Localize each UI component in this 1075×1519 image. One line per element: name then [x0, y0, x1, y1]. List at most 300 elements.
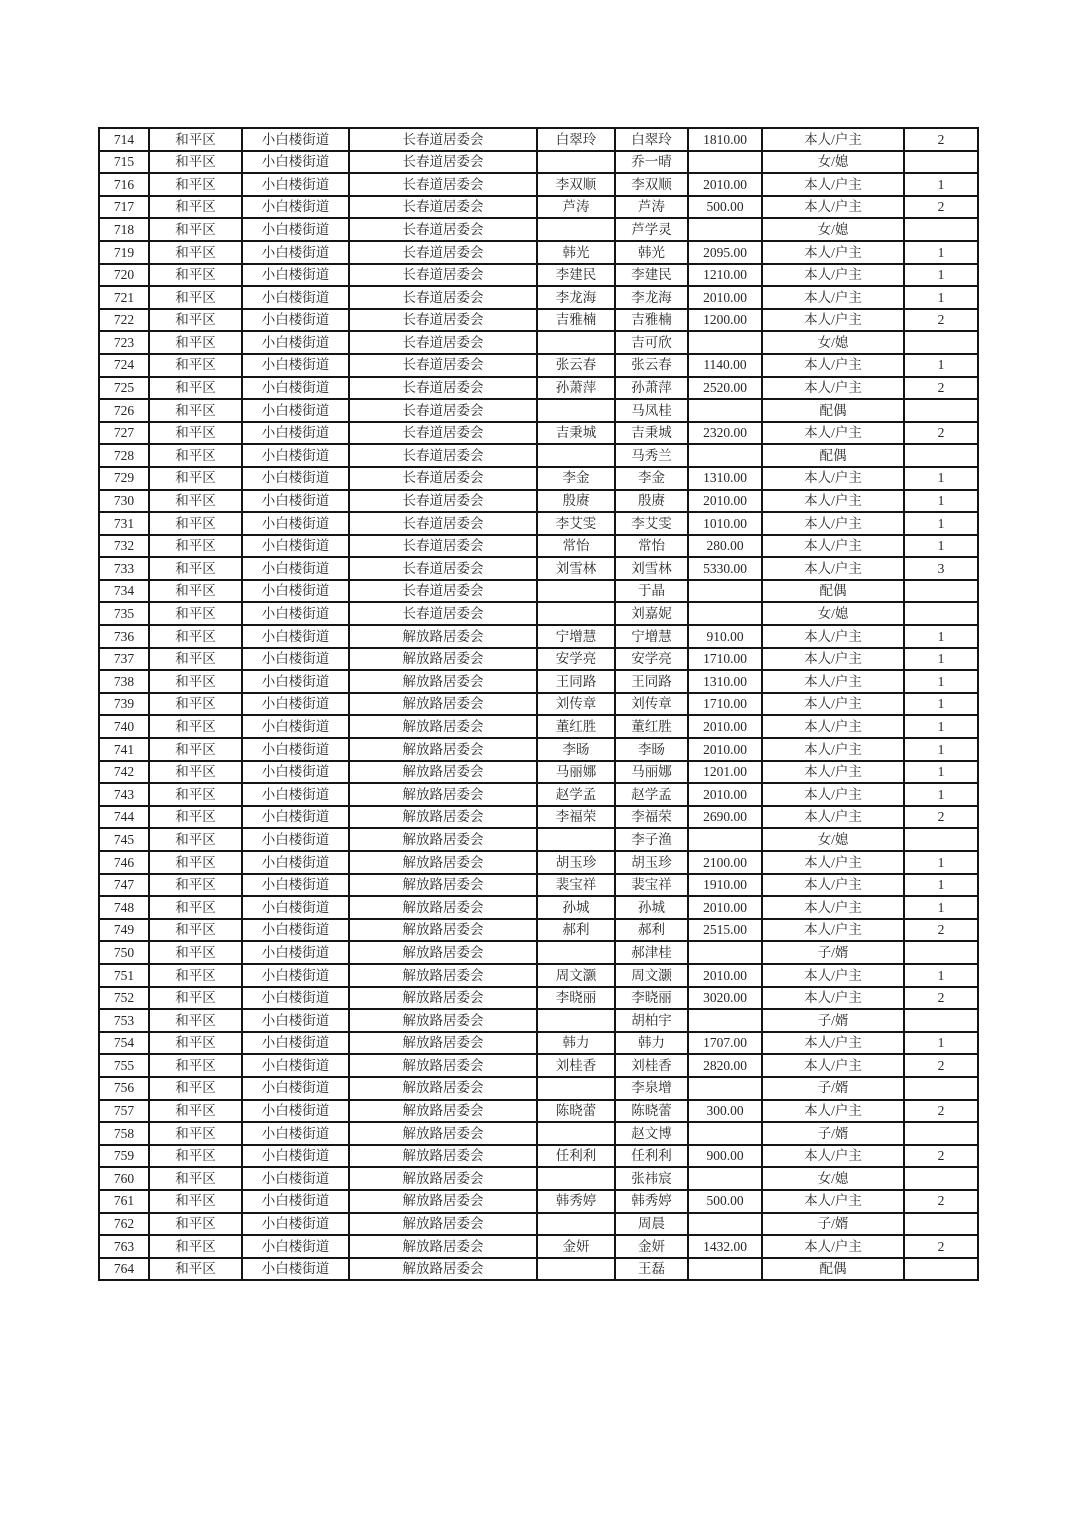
cell-applicant-name: 李艾雯: [537, 512, 615, 535]
table-row: [99, 377, 978, 400]
table-row: [99, 128, 978, 151]
cell-relation: 子/婿: [762, 1122, 904, 1145]
cell-district: 和平区: [149, 218, 242, 241]
cell-row-no: 727: [99, 422, 149, 445]
cell-amount: 1910.00: [688, 874, 762, 897]
cell-district: 和平区: [149, 196, 242, 219]
cell-relation: 本人/户主: [762, 1100, 904, 1123]
table-row: [99, 919, 978, 942]
cell-member-name: 马丽娜: [615, 761, 688, 784]
cell-row-no: 750: [99, 941, 149, 964]
cell-street: 小白楼街道: [242, 1167, 349, 1190]
cell-member-name: 孙萧萍: [615, 377, 688, 400]
cell-street: 小白楼街道: [242, 738, 349, 761]
table-row: [99, 806, 978, 829]
cell-amount: 2010.00: [688, 964, 762, 987]
cell-amount: 2010.00: [688, 490, 762, 513]
cell-row-no: 746: [99, 851, 149, 874]
cell-district: 和平区: [149, 1077, 242, 1100]
cell-row-no: 725: [99, 377, 149, 400]
cell-row-no: 733: [99, 557, 149, 580]
table-row: [99, 422, 978, 445]
cell-amount: [688, 602, 762, 625]
cell-street: 小白楼街道: [242, 467, 349, 490]
cell-street: 小白楼街道: [242, 1145, 349, 1168]
cell-district: 和平区: [149, 941, 242, 964]
cell-row-no: 758: [99, 1122, 149, 1145]
cell-household-count: 1: [904, 715, 978, 738]
cell-district: 和平区: [149, 264, 242, 287]
cell-member-name: 芦学灵: [615, 218, 688, 241]
cell-street: 小白楼街道: [242, 1122, 349, 1145]
cell-amount: 1710.00: [688, 693, 762, 716]
cell-household-count: [904, 1167, 978, 1190]
cell-district: 和平区: [149, 806, 242, 829]
cell-street: 小白楼街道: [242, 715, 349, 738]
cell-district: 和平区: [149, 625, 242, 648]
cell-applicant-name: 陈晓蕾: [537, 1100, 615, 1123]
cell-district: 和平区: [149, 1032, 242, 1055]
cell-household-count: 1: [904, 761, 978, 784]
cell-committee: 长春道居委会: [349, 512, 537, 535]
cell-amount: [688, 580, 762, 603]
cell-district: 和平区: [149, 467, 242, 490]
cell-member-name: 李艾雯: [615, 512, 688, 535]
table-row: [99, 1009, 978, 1032]
cell-street: 小白楼街道: [242, 783, 349, 806]
cell-street: 小白楼街道: [242, 806, 349, 829]
cell-member-name: 赵文博: [615, 1122, 688, 1145]
cell-street: 小白楼街道: [242, 151, 349, 174]
table-row: [99, 1100, 978, 1123]
cell-committee: 解放路居委会: [349, 806, 537, 829]
cell-relation: 本人/户主: [762, 173, 904, 196]
cell-district: 和平区: [149, 896, 242, 919]
cell-relation: 女/媳: [762, 331, 904, 354]
cell-committee: 解放路居委会: [349, 1032, 537, 1055]
cell-household-count: 2: [904, 1145, 978, 1168]
table-row: [99, 196, 978, 219]
cell-member-name: 李晓丽: [615, 987, 688, 1010]
cell-household-count: [904, 1077, 978, 1100]
cell-committee: 解放路居委会: [349, 1077, 537, 1100]
cell-household-count: 1: [904, 264, 978, 287]
cell-street: 小白楼街道: [242, 896, 349, 919]
cell-district: 和平区: [149, 490, 242, 513]
cell-household-count: 1: [904, 512, 978, 535]
cell-row-no: 738: [99, 670, 149, 693]
cell-committee: 解放路居委会: [349, 919, 537, 942]
cell-row-no: 763: [99, 1235, 149, 1258]
cell-district: 和平区: [149, 1100, 242, 1123]
cell-row-no: 728: [99, 444, 149, 467]
cell-district: 和平区: [149, 377, 242, 400]
cell-member-name: 张云春: [615, 354, 688, 377]
cell-applicant-name: 李建民: [537, 264, 615, 287]
cell-relation: 本人/户主: [762, 512, 904, 535]
cell-applicant-name: 白翠玲: [537, 128, 615, 151]
cell-street: 小白楼街道: [242, 964, 349, 987]
cell-amount: 2010.00: [688, 286, 762, 309]
table-row: [99, 309, 978, 332]
cell-district: 和平区: [149, 783, 242, 806]
cell-row-no: 753: [99, 1009, 149, 1032]
table-row: [99, 490, 978, 513]
cell-row-no: 717: [99, 196, 149, 219]
table-row: [99, 738, 978, 761]
cell-street: 小白楼街道: [242, 444, 349, 467]
cell-committee: 解放路居委会: [349, 1167, 537, 1190]
cell-member-name: 裴宝祥: [615, 874, 688, 897]
cell-district: 和平区: [149, 1213, 242, 1236]
cell-row-no: 732: [99, 535, 149, 558]
cell-row-no: 748: [99, 896, 149, 919]
cell-committee: 长春道居委会: [349, 151, 537, 174]
cell-member-name: 李泉增: [615, 1077, 688, 1100]
table-row: [99, 1235, 978, 1258]
cell-household-count: 1: [904, 648, 978, 671]
cell-street: 小白楼街道: [242, 1032, 349, 1055]
table-row: [99, 512, 978, 535]
cell-row-no: 734: [99, 580, 149, 603]
cell-relation: 本人/户主: [762, 377, 904, 400]
cell-amount: [688, 828, 762, 851]
cell-district: 和平区: [149, 1235, 242, 1258]
cell-street: 小白楼街道: [242, 399, 349, 422]
cell-street: 小白楼街道: [242, 1190, 349, 1213]
cell-row-no: 751: [99, 964, 149, 987]
cell-household-count: [904, 1213, 978, 1236]
cell-row-no: 754: [99, 1032, 149, 1055]
cell-street: 小白楼街道: [242, 761, 349, 784]
cell-committee: 解放路居委会: [349, 874, 537, 897]
cell-row-no: 729: [99, 467, 149, 490]
cell-relation: 本人/户主: [762, 851, 904, 874]
cell-applicant-name: 任利利: [537, 1145, 615, 1168]
cell-relation: 本人/户主: [762, 264, 904, 287]
cell-applicant-name: 裴宝祥: [537, 874, 615, 897]
cell-amount: 1140.00: [688, 354, 762, 377]
cell-district: 和平区: [149, 828, 242, 851]
cell-district: 和平区: [149, 399, 242, 422]
cell-member-name: 白翠玲: [615, 128, 688, 151]
table-row: [99, 693, 978, 716]
cell-amount: 1010.00: [688, 512, 762, 535]
table-row: [99, 602, 978, 625]
cell-applicant-name: [537, 331, 615, 354]
cell-household-count: 2: [904, 1100, 978, 1123]
cell-street: 小白楼街道: [242, 987, 349, 1010]
cell-committee: 长春道居委会: [349, 331, 537, 354]
cell-amount: 2690.00: [688, 806, 762, 829]
cell-applicant-name: [537, 941, 615, 964]
cell-committee: 长春道居委会: [349, 218, 537, 241]
cell-household-count: 2: [904, 377, 978, 400]
cell-household-count: 2: [904, 128, 978, 151]
cell-amount: 5330.00: [688, 557, 762, 580]
cell-amount: [688, 1213, 762, 1236]
cell-household-count: 1: [904, 173, 978, 196]
cell-committee: 解放路居委会: [349, 693, 537, 716]
cell-member-name: 周晨: [615, 1213, 688, 1236]
cell-member-name: 王磊: [615, 1258, 688, 1281]
cell-member-name: 郝利: [615, 919, 688, 942]
cell-applicant-name: 刘雪林: [537, 557, 615, 580]
cell-row-no: 755: [99, 1054, 149, 1077]
table-row: [99, 1145, 978, 1168]
cell-relation: 本人/户主: [762, 490, 904, 513]
cell-street: 小白楼街道: [242, 1077, 349, 1100]
cell-street: 小白楼街道: [242, 828, 349, 851]
cell-district: 和平区: [149, 354, 242, 377]
cell-household-count: 2: [904, 309, 978, 332]
table-row: [99, 896, 978, 919]
cell-member-name: 任利利: [615, 1145, 688, 1168]
cell-committee: 解放路居委会: [349, 896, 537, 919]
table-row: [99, 941, 978, 964]
cell-amount: [688, 1122, 762, 1145]
cell-committee: 解放路居委会: [349, 783, 537, 806]
table-row: [99, 444, 978, 467]
cell-member-name: 韩力: [615, 1032, 688, 1055]
cell-relation: 本人/户主: [762, 693, 904, 716]
cell-street: 小白楼街道: [242, 919, 349, 942]
cell-district: 和平区: [149, 1145, 242, 1168]
cell-street: 小白楼街道: [242, 1235, 349, 1258]
cell-applicant-name: 张云春: [537, 354, 615, 377]
cell-applicant-name: 李双顺: [537, 173, 615, 196]
cell-row-no: 719: [99, 241, 149, 264]
cell-row-no: 724: [99, 354, 149, 377]
cell-district: 和平区: [149, 422, 242, 445]
cell-district: 和平区: [149, 512, 242, 535]
cell-relation: 本人/户主: [762, 1190, 904, 1213]
cell-member-name: 李双顺: [615, 173, 688, 196]
cell-district: 和平区: [149, 535, 242, 558]
table-row: [99, 264, 978, 287]
cell-applicant-name: 李旸: [537, 738, 615, 761]
cell-committee: 长春道居委会: [349, 196, 537, 219]
cell-amount: [688, 1009, 762, 1032]
cell-amount: 1432.00: [688, 1235, 762, 1258]
cell-committee: 解放路居委会: [349, 941, 537, 964]
table-row: [99, 648, 978, 671]
cell-amount: 2095.00: [688, 241, 762, 264]
cell-amount: [688, 444, 762, 467]
cell-amount: 1707.00: [688, 1032, 762, 1055]
cell-household-count: 2: [904, 1235, 978, 1258]
cell-committee: 解放路居委会: [349, 761, 537, 784]
cell-committee: 长春道居委会: [349, 354, 537, 377]
cell-district: 和平区: [149, 761, 242, 784]
cell-member-name: 马凤桂: [615, 399, 688, 422]
cell-row-no: 756: [99, 1077, 149, 1100]
cell-amount: 2010.00: [688, 896, 762, 919]
cell-member-name: 吉雅楠: [615, 309, 688, 332]
cell-district: 和平区: [149, 1122, 242, 1145]
cell-committee: 解放路居委会: [349, 987, 537, 1010]
cell-committee: 长春道居委会: [349, 399, 537, 422]
cell-amount: 2520.00: [688, 377, 762, 400]
cell-member-name: 吉秉城: [615, 422, 688, 445]
cell-street: 小白楼街道: [242, 693, 349, 716]
cell-member-name: 周文灏: [615, 964, 688, 987]
cell-district: 和平区: [149, 738, 242, 761]
cell-household-count: [904, 1258, 978, 1281]
cell-applicant-name: [537, 580, 615, 603]
cell-committee: 长春道居委会: [349, 580, 537, 603]
cell-relation: 本人/户主: [762, 128, 904, 151]
cell-district: 和平区: [149, 602, 242, 625]
cell-district: 和平区: [149, 1009, 242, 1032]
table-row: [99, 851, 978, 874]
cell-applicant-name: [537, 444, 615, 467]
cell-relation: 配偶: [762, 399, 904, 422]
cell-applicant-name: 韩秀婷: [537, 1190, 615, 1213]
cell-amount: [688, 151, 762, 174]
cell-committee: 解放路居委会: [349, 738, 537, 761]
cell-amount: 1210.00: [688, 264, 762, 287]
cell-row-no: 761: [99, 1190, 149, 1213]
cell-applicant-name: 胡玉珍: [537, 851, 615, 874]
cell-relation: 女/媳: [762, 1167, 904, 1190]
cell-row-no: 716: [99, 173, 149, 196]
cell-member-name: 吉可欣: [615, 331, 688, 354]
cell-household-count: 1: [904, 625, 978, 648]
cell-district: 和平区: [149, 1258, 242, 1281]
cell-household-count: 1: [904, 738, 978, 761]
cell-amount: [688, 1077, 762, 1100]
cell-committee: 解放路居委会: [349, 1145, 537, 1168]
table-row: [99, 535, 978, 558]
cell-street: 小白楼街道: [242, 264, 349, 287]
cell-applicant-name: 孙萧萍: [537, 377, 615, 400]
cell-member-name: 芦涛: [615, 196, 688, 219]
cell-relation: 女/媳: [762, 602, 904, 625]
cell-relation: 配偶: [762, 1258, 904, 1281]
cell-household-count: 2: [904, 919, 978, 942]
cell-relation: 本人/户主: [762, 896, 904, 919]
cell-row-no: 720: [99, 264, 149, 287]
cell-relation: 本人/户主: [762, 761, 904, 784]
cell-household-count: [904, 1009, 978, 1032]
table-row: [99, 715, 978, 738]
cell-relation: 子/婿: [762, 1077, 904, 1100]
cell-member-name: 李子渔: [615, 828, 688, 851]
cell-household-count: 2: [904, 196, 978, 219]
cell-district: 和平区: [149, 241, 242, 264]
cell-amount: 1200.00: [688, 309, 762, 332]
cell-committee: 长春道居委会: [349, 557, 537, 580]
table-row: [99, 761, 978, 784]
cell-relation: 本人/户主: [762, 196, 904, 219]
cell-member-name: 安学亮: [615, 648, 688, 671]
cell-district: 和平区: [149, 1190, 242, 1213]
cell-committee: 长春道居委会: [349, 444, 537, 467]
table-row: [99, 580, 978, 603]
cell-amount: 910.00: [688, 625, 762, 648]
cell-member-name: 李金: [615, 467, 688, 490]
cell-street: 小白楼街道: [242, 1258, 349, 1281]
cell-committee: 长春道居委会: [349, 286, 537, 309]
cell-applicant-name: 李金: [537, 467, 615, 490]
cell-row-no: 744: [99, 806, 149, 829]
cell-member-name: 马秀兰: [615, 444, 688, 467]
cell-row-no: 759: [99, 1145, 149, 1168]
cell-committee: 长春道居委会: [349, 467, 537, 490]
cell-applicant-name: [537, 1077, 615, 1100]
cell-applicant-name: 李龙海: [537, 286, 615, 309]
cell-district: 和平区: [149, 1167, 242, 1190]
cell-member-name: 刘雪林: [615, 557, 688, 580]
cell-relation: 本人/户主: [762, 874, 904, 897]
cell-amount: 2100.00: [688, 851, 762, 874]
cell-district: 和平区: [149, 648, 242, 671]
cell-committee: 解放路居委会: [349, 1054, 537, 1077]
cell-relation: 配偶: [762, 444, 904, 467]
table-row: [99, 964, 978, 987]
cell-district: 和平区: [149, 919, 242, 942]
cell-applicant-name: [537, 828, 615, 851]
cell-row-no: 723: [99, 331, 149, 354]
cell-committee: 解放路居委会: [349, 715, 537, 738]
cell-street: 小白楼街道: [242, 535, 349, 558]
cell-relation: 本人/户主: [762, 422, 904, 445]
table-row: [99, 625, 978, 648]
cell-committee: 解放路居委会: [349, 1190, 537, 1213]
cell-household-count: 3: [904, 557, 978, 580]
cell-member-name: 常怡: [615, 535, 688, 558]
cell-applicant-name: 马丽娜: [537, 761, 615, 784]
cell-member-name: 赵学孟: [615, 783, 688, 806]
cell-row-no: 730: [99, 490, 149, 513]
cell-row-no: 726: [99, 399, 149, 422]
cell-amount: 2515.00: [688, 919, 762, 942]
cell-district: 和平区: [149, 444, 242, 467]
cell-district: 和平区: [149, 128, 242, 151]
cell-amount: [688, 941, 762, 964]
cell-committee: 解放路居委会: [349, 851, 537, 874]
cell-amount: 2320.00: [688, 422, 762, 445]
cell-member-name: 韩光: [615, 241, 688, 264]
cell-household-count: 2: [904, 1054, 978, 1077]
cell-amount: 500.00: [688, 196, 762, 219]
cell-district: 和平区: [149, 331, 242, 354]
cell-row-no: 741: [99, 738, 149, 761]
cell-household-count: [904, 331, 978, 354]
cell-district: 和平区: [149, 964, 242, 987]
cell-committee: 解放路居委会: [349, 964, 537, 987]
cell-row-no: 760: [99, 1167, 149, 1190]
table-row: [99, 1054, 978, 1077]
cell-member-name: 孙城: [615, 896, 688, 919]
cell-amount: 1810.00: [688, 128, 762, 151]
cell-household-count: 1: [904, 490, 978, 513]
cell-amount: [688, 1258, 762, 1281]
cell-district: 和平区: [149, 851, 242, 874]
cell-district: 和平区: [149, 987, 242, 1010]
cell-amount: 2010.00: [688, 783, 762, 806]
cell-member-name: 董红胜: [615, 715, 688, 738]
cell-street: 小白楼街道: [242, 580, 349, 603]
cell-street: 小白楼街道: [242, 1100, 349, 1123]
resident-subsidy-table: [98, 127, 979, 1281]
cell-member-name: 乔一晴: [615, 151, 688, 174]
cell-household-count: 1: [904, 286, 978, 309]
cell-amount: 500.00: [688, 1190, 762, 1213]
cell-member-name: 胡柏宇: [615, 1009, 688, 1032]
cell-district: 和平区: [149, 173, 242, 196]
